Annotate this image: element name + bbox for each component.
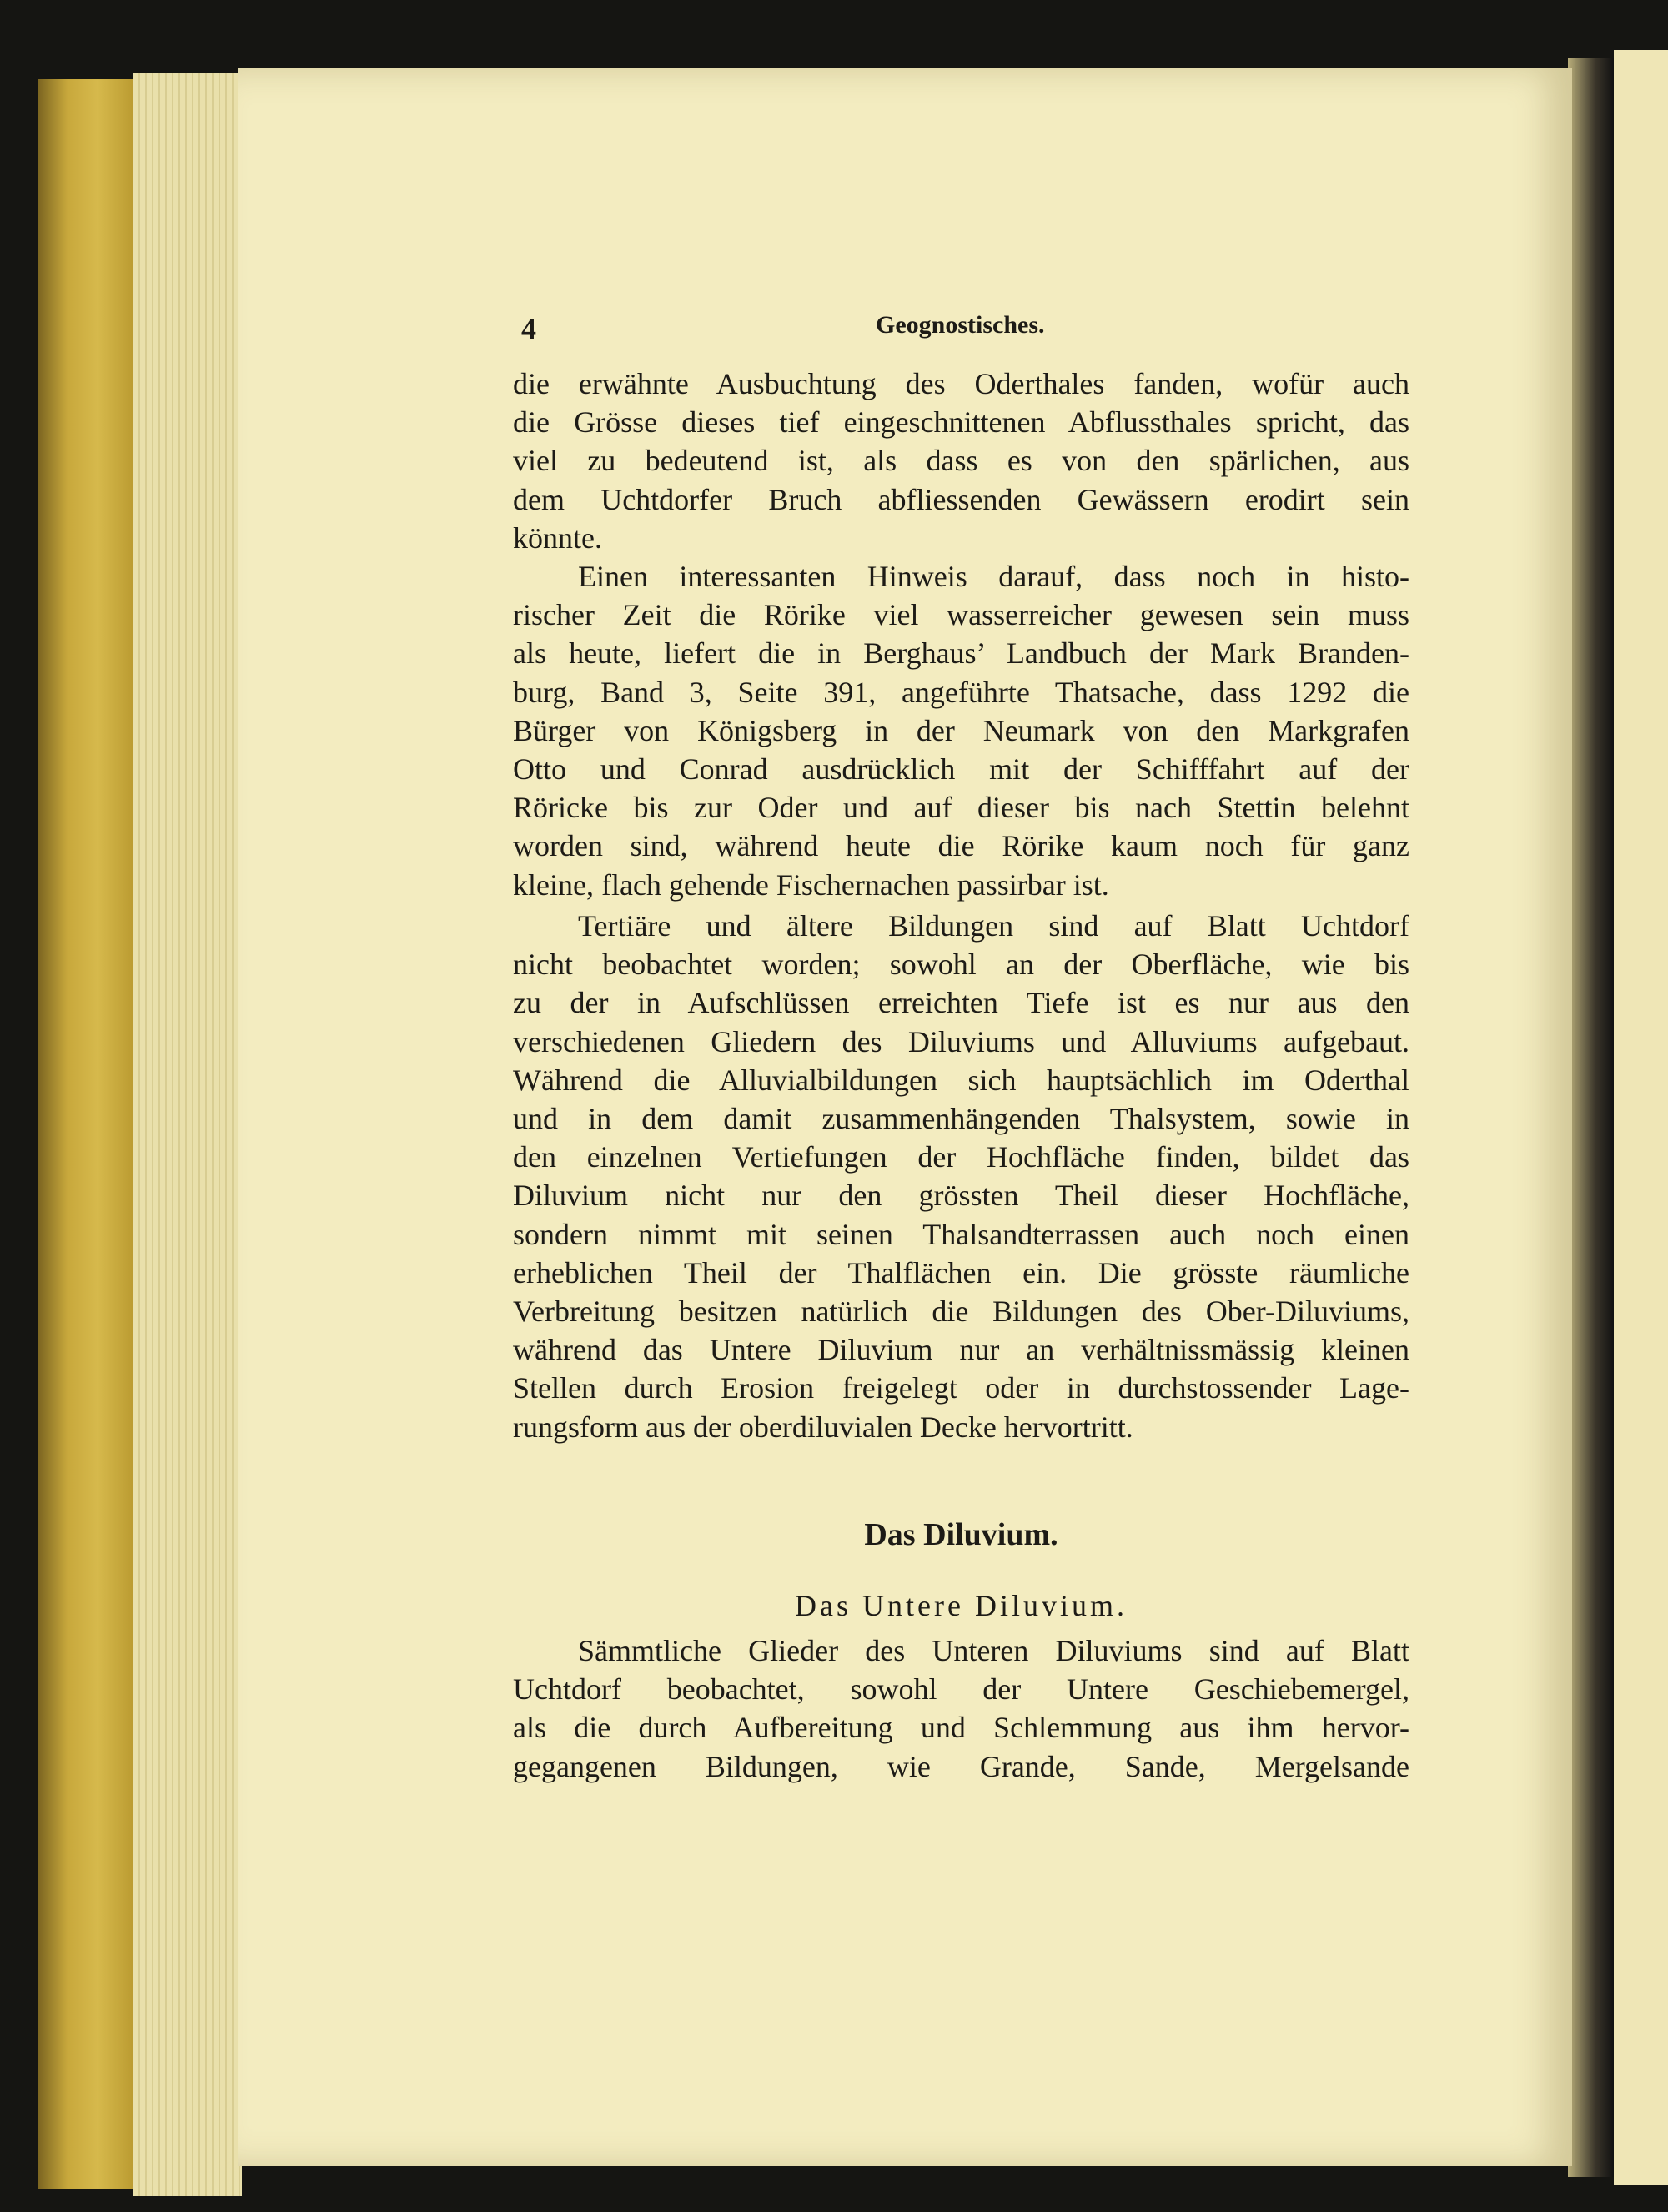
text-line: Verbreitung besitzen natürlich die Bildungen des Ober-Diluviums, (513, 1295, 1409, 1328)
text-line: als heute, liefert die in Berghaus’ Landbuch der Mark Branden- (513, 636, 1409, 671)
text-line: könnte. (513, 520, 602, 555)
text-line: Uchtdorf beobachtet, sowohl der Untere Geschiebemergel, (513, 1672, 1409, 1707)
page-number: 4 (521, 312, 536, 345)
text-line: den einzelnen Vertiefungen der Hochfläche finden, bildet das (513, 1140, 1409, 1174)
text-line: während das Untere Diluvium nur an verhältnissmässig kleinen (513, 1333, 1409, 1367)
text-line: und in dem damit zusammenhängenden Thalsystem, sowie in (513, 1102, 1409, 1135)
text-line: die erwähnte Ausbuchtung des Oderthales fanden, wofür auch (513, 367, 1409, 400)
text-line: Bürger von Königsberg in der Neumark von den Markgrafen (513, 713, 1409, 747)
text-line: Otto und Conrad ausdrücklich mit der Schifffahrt auf der (513, 752, 1409, 786)
text-line: Tertiäre und ältere Bildungen sind auf Blatt Uchtdorf (578, 909, 1409, 943)
book-gutter (1568, 58, 1614, 2177)
text-line: dem Uchtdorfer Bruch abfliessenden Gewässern erodirt sein (513, 482, 1409, 516)
text-line: gegangenen Bildungen, wie Grande, Sande, Mergelsande (513, 1749, 1409, 1783)
section-heading: Das Diluvium. (864, 1517, 1058, 1552)
text-line: rungsform aus der oberdiluvialen Decke hervortritt. (513, 1410, 1133, 1444)
text-line: sondern nimmt mit seinen Thalsandterrassen auch noch einen (513, 1217, 1409, 1251)
subsection-heading: Das Untere Diluvium. (795, 1589, 1128, 1622)
text-line: zu der in Aufschlüssen erreichten Tiefe ist es nur aus den (513, 986, 1409, 1020)
text-line: Röricke bis zur Oder und auf dieser bis nach Stettin belehnt (513, 791, 1409, 825)
text-line: rischer Zeit die Rörike viel wasserreicher gewesen sein muss (513, 598, 1409, 632)
running-title: Geognostisches. (876, 311, 1045, 339)
text-line: erheblichen Theil der Thalflächen ein. Die grösste räumliche (513, 1255, 1409, 1289)
text-line: Sämmtliche Glieder des Unteren Diluviums sind auf Blatt (578, 1634, 1409, 1667)
text-line: kleine, flach gehende Fischernachen passirbar ist. (513, 867, 1109, 902)
text-line: verschiedenen Gliedern des Diluviums und Alluviums aufgebaut. (513, 1024, 1409, 1058)
text-line: als die durch Aufbereitung und Schlemmung aus ihm hervor- (513, 1711, 1409, 1745)
facing-page-edge (1614, 50, 1668, 2185)
text-line: worden sind, während heute die Rörike kaum noch für ganz (513, 829, 1409, 863)
text-line: Stellen durch Erosion freigelegt oder in durchstossender Lage- (513, 1371, 1409, 1405)
text-line: viel zu bedeutend ist, als dass es von den spärlichen, aus (513, 444, 1409, 478)
text-line: burg, Band 3, Seite 391, angeführte Thatsache, dass 1292 die (513, 675, 1409, 709)
text-line: nicht beobachtet worden; sowohl an der Oberfläche, wie bis (513, 948, 1409, 982)
text-line: die Grösse dieses tief eingeschnittenen Abflussthales spricht, das (513, 405, 1409, 440)
book-page-stack (133, 73, 242, 2196)
text-line: Diluvium nicht nur den grössten Theil dieser Hochfläche, (513, 1179, 1409, 1213)
text-line: Während die Alluvialbildungen sich hauptsächlich im Oderthal (513, 1063, 1409, 1097)
text-line: Einen interessanten Hinweis darauf, dass noch in histo- (578, 560, 1409, 593)
book-edge-gilded (38, 79, 138, 2189)
